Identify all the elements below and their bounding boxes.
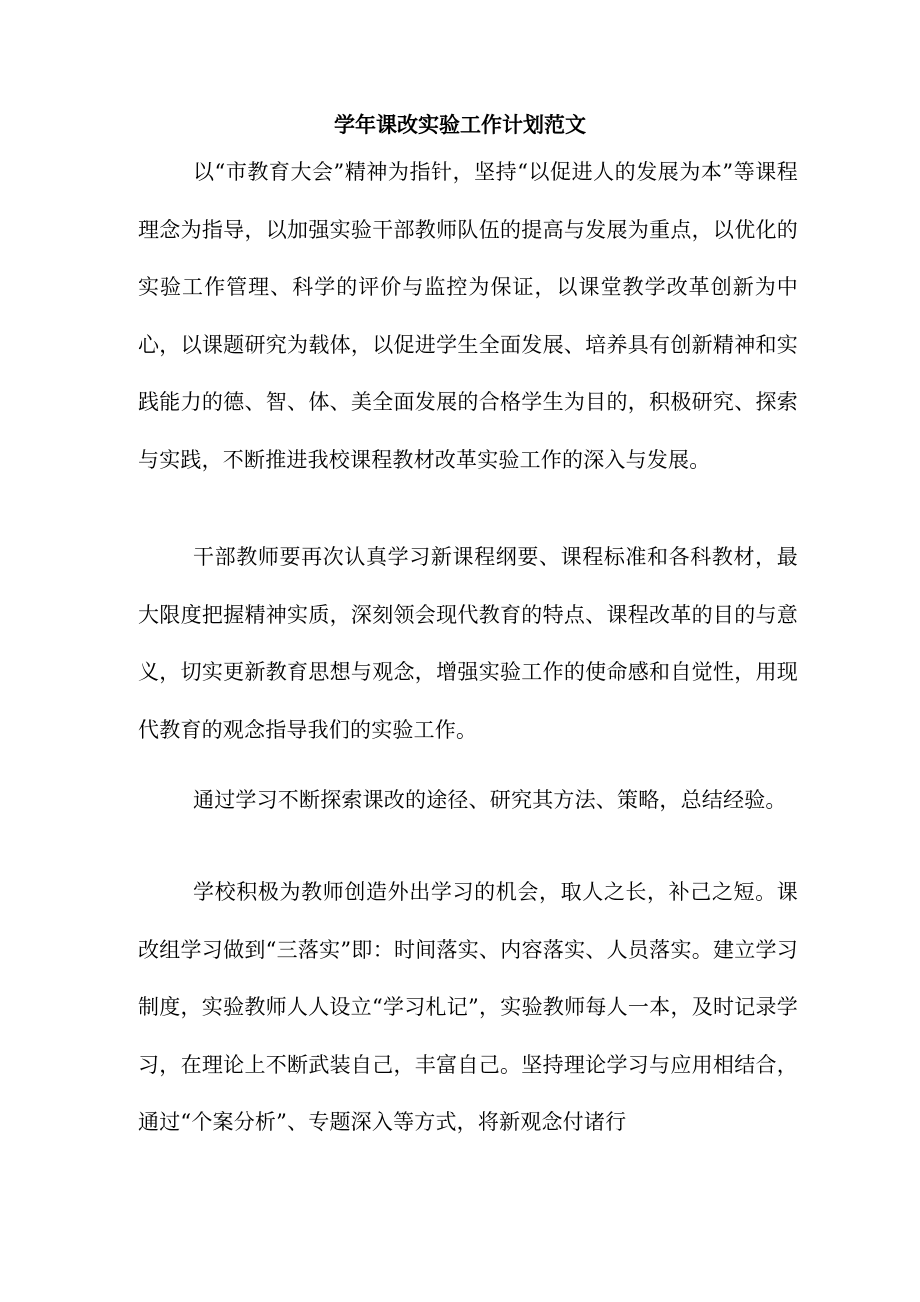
document-title: 学年课改实验工作计划范文 [334,113,586,137]
paragraph-teacher-study: 干部教师要再次认真学习新课程纲要、课程标准和各科教材，最大限度把握精神实质，深刻领会现代教育的特点、课程改革的目的与意义，切实更新教育思想与观念，增强实验工作的使命感和自觉性，用现代教育的观念指导我们的实验工作。 [138,545,798,742]
paragraph-guiding-principle: 以“市教育大会”精神为指针，坚持“以促进人的发展为本”等课程理念为指导，以加强实验干部教师队伍的提高与发展为重点，以优化的实验工作管理、科学的评价与监控为保证，以课堂教学改革创新为中心，以课题研究为载体，以促进学生全面发展、培养具有创新精神和实践能力的德、智、体、美全面发展的合格学生为目的，积极研究、探索与实践，不断推进我校课程教材改革实验工作的深入与发展。 [138,160,798,472]
paragraph-explore-reform: 通过学习不断探索课改的途径、研究其方法、策略，总结经验。 [193,788,787,812]
paragraph-learning-opportunities: 学校积极为教师创造外出学习的机会，取人之长，补己之短。课改组学习做到“三落实”即：时间落实、内容落实、人员落实。建立学习制度，实验教师人人设立“学习札记”，实验教师每人一本，及时记录学习，在理论上不断武装自己，丰富自己。坚持理论学习与应用相结合，通过“个案分析”、专题深入等方式，将新观念付诸行 [138,880,798,1134]
